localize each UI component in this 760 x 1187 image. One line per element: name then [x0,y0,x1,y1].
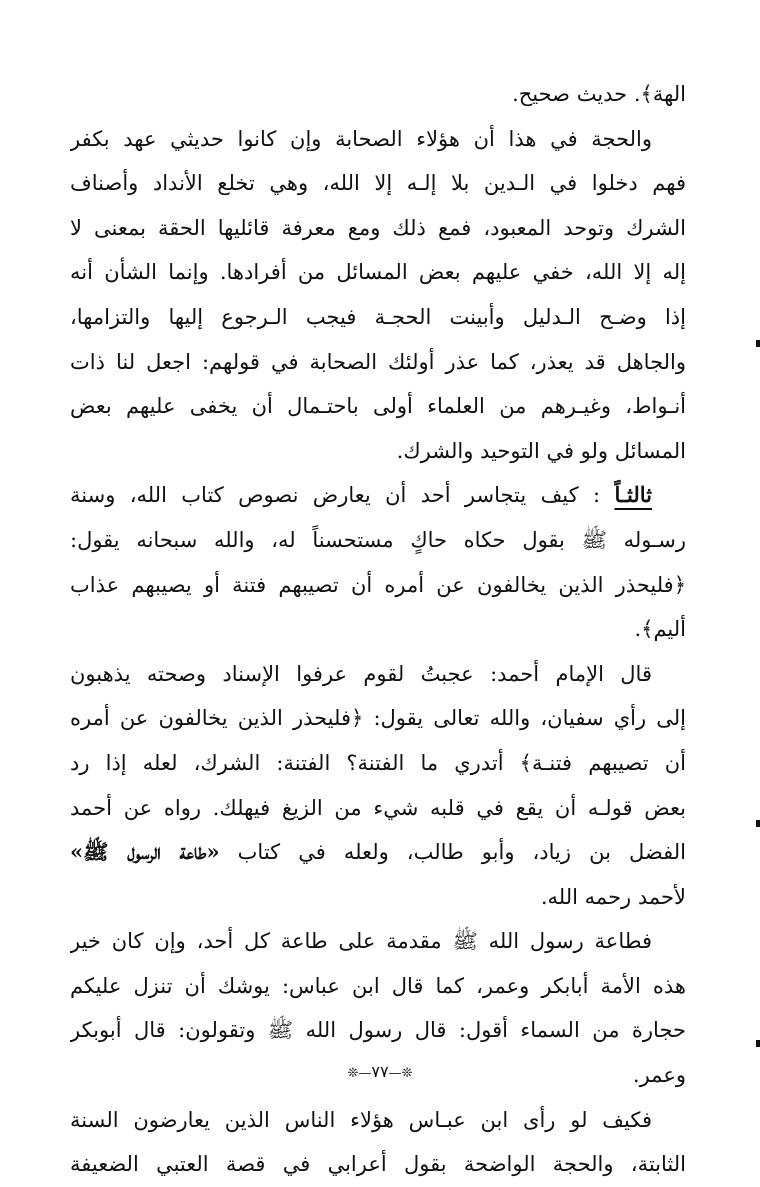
page-number-value: ٧٧ [371,1062,389,1081]
page-number [0,1062,760,1081]
text-line [70,830,686,875]
text-span: الفضل بن زياد، وأبو طالب، ولعله في كتاب [237,840,686,865]
text-line: فطاعة رسول الله ﷺ مقدمة على طاعة كل أحد، وإن كان خير [70,929,652,954]
margin-mark [756,820,760,827]
ornament-icon: —❊ [347,1066,372,1081]
text-line: فهم دخلوا في الـدين بلا إلـه إلا الله، وهي تخلع الأنداد وأصناف [70,171,686,196]
text-line: حجارة من السماء أقول: قال رسول الله ﷺ وتقولون: قال أبوبكر [70,1018,686,1043]
ornament-icon: ❊— [388,1066,413,1081]
text-line: هذه الأمة أبابكر وعمر، كما قال ابن عباس: يوشك أن تنزل عليكم [70,973,686,998]
text-line: المسائل ولو في التوحيد والشرك. [396,438,686,463]
text-line: الثابتة، والحجة الواضحة بقول أعرابي في قصة العتبي الضعيفة [70,1152,686,1177]
text-line: إله إلا الله، خفي عليهم بعض المسائل من أفرادها. وإنما الشأن أنه [70,260,686,285]
text-line: إلى رأي سفيان، والله تعالى يقول: ﴿فليحذر الذين يخالفون عن أمره [70,706,686,731]
margin-mark [756,1040,760,1047]
text-line [70,473,686,518]
section-lead: ثالثـاً [614,482,652,508]
text-line: أن تصيبهم فتنـة﴾ أتدري ما الفتنة؟ الفتنة: الشرك، لعله إذا رد [70,750,686,775]
page-body [70,72,686,1187]
text-line: الهة﴾. حديث صحيح. [512,82,686,106]
text-line: فكيف لو رأى ابن عبـاس هؤلاء الناس الذين يعارضون السنة [70,1107,652,1132]
text-line: رسـوله ﷺ بقول حكاه حاكٍ مستحسناً له، والله سبحانه يقول: [70,527,686,552]
text-line: أنـواط، وغيـرهم من العلماء أولى باحتـمال أن يخفى عليهم بعض [70,394,686,419]
text-line: والحجة في هذا أن هؤلاء الصحابة وإن كانوا حديثي عهد بكفر [70,126,652,151]
text-line: إذا وضـح الـدليل وأبينت الحجـة فيجب الـرجوع إليها والتزامها، [70,304,686,329]
text-line: وعمر. [632,1063,686,1088]
text-line: قال الإمام أحمد: عجبتُ لقوم عرفوا الإسناد وصحته يذهبون [70,661,652,686]
book-title: «طاعة الرسول ﷺ» [70,839,220,865]
text-span: : كيف يتجاسر أحد أن يعارض نصوص كتاب الله، وسنة [70,483,601,508]
text-line: والجاهل قد يعذر، كما عذر أولئك الصحابة في قولهم: اجعل لنا ذات [70,349,686,374]
text-line: لأحمد رحمه الله. [540,884,686,909]
text-line: ﴿فليحذر الذين يخالفون عن أمره أن تصيبهم فتنة أو يصيبهم عذاب [70,572,686,597]
text-line: أليم﴾. [634,617,686,642]
text-line: الشرك وتوحد المعبود، فمع ذلك ومع معرفة قائليها الحقة بمعنى لا [70,215,686,240]
margin-mark [756,340,760,347]
text-line: بعض قولـه أن يقع في قلبه شيء من الزيغ فيهلك. رواه عن أحمد [70,795,686,820]
